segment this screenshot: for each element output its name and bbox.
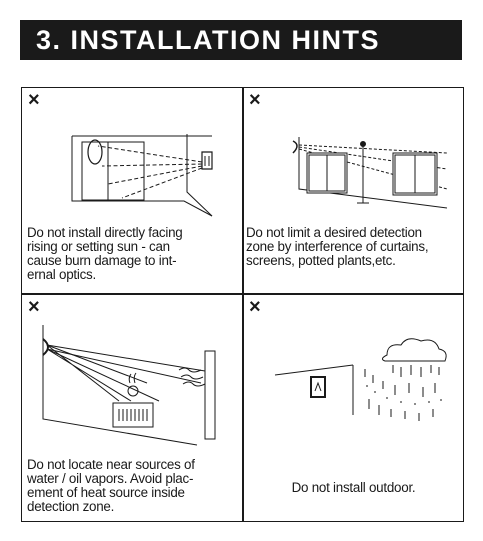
hint-cell-sun [22,88,242,293]
caption-line: screens, potted plants,etc. [246,253,396,268]
hint-cell-outdoor [243,295,464,522]
hint-cell-obstruction [243,88,464,293]
caption-line: cause burn damage to int- [27,253,177,268]
hints-grid [21,87,464,522]
caption-line: Do not locate near sources of [27,457,195,472]
cross-icon: × [28,296,40,318]
caption-line: detection zone. [27,499,115,514]
caption-line: ement of heat source inside [27,485,185,500]
caption-line: Do not install outdoor. [291,480,416,495]
hint-caption [243,481,464,495]
vapor-heat-illustration [37,325,227,445]
hint-caption [27,458,241,514]
caption-line: ernal optics. [27,267,96,282]
caption-line: Do not install directly facing [27,225,183,240]
cross-icon: × [249,89,261,111]
cross-icon: × [249,296,261,318]
outdoor-rain-illustration [275,335,450,435]
cross-icon: × [28,89,40,111]
hint-caption [246,226,464,268]
hint-cell-vapor [22,295,242,522]
caption-line: rising or setting sun - can [27,239,170,254]
caption-line: zone by interference of curtains, [246,239,429,254]
sun-facing-illustration [62,106,212,216]
section-title: 3. INSTALLATION HINTS [36,25,380,55]
caption-line: water / oil vapors. Avoid plac- [27,471,194,486]
caption-line: Do not limit a desired detection [246,225,422,240]
obstruction-illustration [287,133,447,213]
hint-caption [27,226,241,282]
section-header [20,20,462,60]
